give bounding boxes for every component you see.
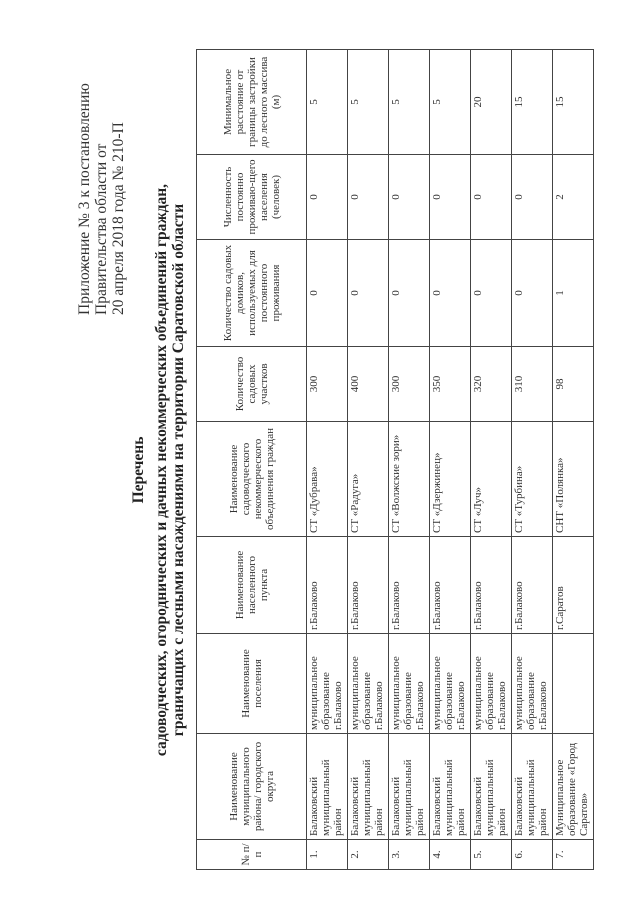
table-header-row xyxy=(197,50,307,870)
cell-number: 2. xyxy=(348,840,389,870)
document-heading xyxy=(130,75,187,865)
cell-settlement: муниципальное образование г.Балаково xyxy=(389,634,430,734)
cell-locality: г.Балаково xyxy=(430,537,471,634)
cell-number: 3. xyxy=(389,840,430,870)
column-header: Численность постоянно проживаю-щего населения (человек) xyxy=(197,155,307,240)
cell-population: 0 xyxy=(512,155,553,240)
appendix-line: Приложение № 3 к постановлению xyxy=(76,83,93,315)
cell-distance: 15 xyxy=(553,50,594,155)
cell-population: 0 xyxy=(389,155,430,240)
table-row xyxy=(348,50,389,870)
cell-settlement: муниципальное образование г.Балаково xyxy=(348,634,389,734)
organizations-table xyxy=(196,49,594,870)
cell-number: 6. xyxy=(512,840,553,870)
cell-district: Балаковский муниципальный район xyxy=(389,734,430,840)
cell-plots: 98 xyxy=(553,347,594,422)
column-header: Количество садовых домиков, используемых для постоянного проживания xyxy=(197,240,307,347)
cell-settlement: муниципальное образование г.Балаково xyxy=(430,634,471,734)
cell-number: 1. xyxy=(307,840,348,870)
cell-number: 4. xyxy=(430,840,471,870)
cell-district: Балаковский муниципальный район xyxy=(512,734,553,840)
cell-plots: 310 xyxy=(512,347,553,422)
cell-organization: СНТ «Полянка» xyxy=(553,422,594,537)
cell-population: 0 xyxy=(307,155,348,240)
cell-population: 0 xyxy=(430,155,471,240)
table-row xyxy=(430,50,471,870)
cell-distance: 5 xyxy=(307,50,348,155)
cell-organization: СТ «Турбина» xyxy=(512,422,553,537)
table-row xyxy=(307,50,348,870)
document-title: Перечень xyxy=(130,436,147,504)
cell-locality: г.Балаково xyxy=(348,537,389,634)
cell-settlement: муниципальное образование г.Балаково xyxy=(512,634,553,734)
cell-locality: г.Балаково xyxy=(307,537,348,634)
cell-district: Балаковский муниципальный район xyxy=(471,734,512,840)
document-subtitle: садоводческих, огороднических и дачных некоммерческих объединений граждан, xyxy=(153,183,170,757)
appendix-line: 20 апреля 2018 года № 210-П xyxy=(110,122,127,315)
table-row xyxy=(553,50,594,870)
cell-organization: СТ «Волжские зори» xyxy=(389,422,430,537)
cell-houses: 0 xyxy=(389,240,430,347)
cell-locality: г.Балаково xyxy=(512,537,553,634)
table-row xyxy=(389,50,430,870)
table-row xyxy=(512,50,553,870)
column-header: Количество садовых участков xyxy=(197,347,307,422)
table-row xyxy=(471,50,512,870)
cell-plots: 350 xyxy=(430,347,471,422)
cell-population: 2 xyxy=(553,155,594,240)
cell-plots: 300 xyxy=(307,347,348,422)
cell-district: Балаковский муниципальный район xyxy=(348,734,389,840)
cell-locality: г.Саратов xyxy=(553,537,594,634)
cell-locality: г.Балаково xyxy=(389,537,430,634)
cell-plots: 300 xyxy=(389,347,430,422)
cell-distance: 15 xyxy=(512,50,553,155)
cell-houses: 1 xyxy=(553,240,594,347)
cell-houses: 0 xyxy=(348,240,389,347)
cell-settlement: муниципальное образование г.Балаково xyxy=(307,634,348,734)
cell-houses: 0 xyxy=(512,240,553,347)
cell-number: 5. xyxy=(471,840,512,870)
cell-district: Балаковский муниципальный район xyxy=(307,734,348,840)
cell-organization: СТ «Луч» xyxy=(471,422,512,537)
column-header: Наименование муниципального района/ городского округа xyxy=(197,734,307,840)
cell-plots: 400 xyxy=(348,347,389,422)
column-header: Минимальное расстояние от границы застройки до лесного массива (м) xyxy=(197,50,307,155)
cell-locality: г.Балаково xyxy=(471,537,512,634)
cell-organization: СТ «Дубрава» xyxy=(307,422,348,537)
cell-houses: 0 xyxy=(430,240,471,347)
cell-population: 0 xyxy=(348,155,389,240)
cell-distance: 5 xyxy=(430,50,471,155)
cell-settlement: муниципальное образование г.Балаково xyxy=(471,634,512,734)
cell-settlement xyxy=(553,634,594,734)
cell-distance: 5 xyxy=(389,50,430,155)
cell-number: 7. xyxy=(553,840,594,870)
appendix-line: Правительства области от xyxy=(93,143,110,315)
cell-organization: СТ «Дзержинец» xyxy=(430,422,471,537)
column-header: Наименование садоводческого некоммерческого объединения граждан xyxy=(197,422,307,537)
cell-plots: 320 xyxy=(471,347,512,422)
cell-district: Балаковский муниципальный район xyxy=(430,734,471,840)
cell-organization: СТ «Радуга» xyxy=(348,422,389,537)
column-header: Наименование населенного пункта xyxy=(197,537,307,634)
cell-distance: 5 xyxy=(348,50,389,155)
column-header: № п/п xyxy=(197,840,307,870)
cell-district: Муниципальное образование «Город Саратов» xyxy=(553,734,594,840)
column-header: Наименование поселения xyxy=(197,634,307,734)
cell-houses: 0 xyxy=(307,240,348,347)
cell-houses: 0 xyxy=(471,240,512,347)
document-subtitle: граничащих с лесными насаждениями на территории Саратовской области xyxy=(170,203,187,737)
appendix-note xyxy=(76,25,127,315)
cell-distance: 20 xyxy=(471,50,512,155)
cell-population: 0 xyxy=(471,155,512,240)
